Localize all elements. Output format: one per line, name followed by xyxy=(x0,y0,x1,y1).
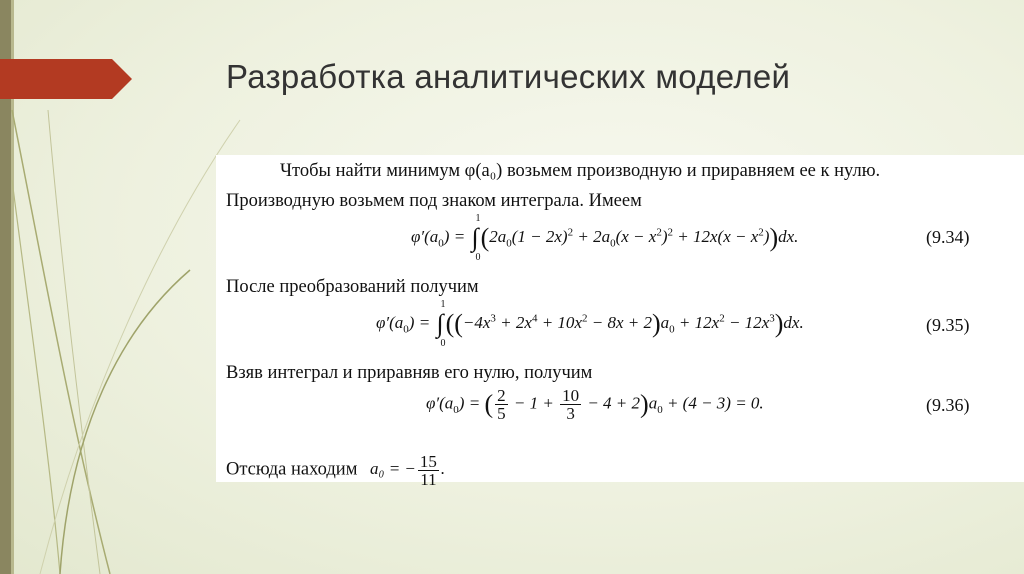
result-numerator: 15 xyxy=(419,452,437,471)
equation-number-9-35: (9.35) xyxy=(926,315,970,335)
result-denominator: 11 xyxy=(420,470,437,489)
equation-9-35: $\varphi'(a_0)$ = ∫ 1 0 $((-4x^3 + 2x^4 + 10x^2 - 8x + 2)a_0 + 12x^2 - 12x^3)dx$. xyxy=(376,299,804,349)
equation-9-34: $\varphi'(a_0)$ = ∫ 1 0 $(2a_0(1 - 2x)^2 + 2a_0(x - x^2)^2 + 12x(x - x^2))dx$. xyxy=(411,213,799,263)
result-label: Отсюда находим xyxy=(226,459,358,480)
equation-9-36: $\varphi'(a_0)$ = ( $\frac{2}{5}$ − 1 + $\frac{10}{3}$ − $4 + 2)a_0 + (4 - 3) = 0$. xyxy=(426,386,764,423)
result-formula: a₀ = − $\frac{15}{11}$ . xyxy=(370,452,446,489)
text-line-2: Производную возьмем под знаком интеграла. Имеем xyxy=(226,191,642,211)
text-line-5 xyxy=(226,453,445,488)
equation-number-9-36: (9.36) xyxy=(926,395,970,415)
title-arrow-marker xyxy=(0,59,132,99)
result-lhs: a₀ = − xyxy=(370,459,416,479)
slide-title: Разработка аналитических моделей xyxy=(226,58,791,95)
formula-document-image xyxy=(216,155,1024,489)
text-line-3: После преобразований получим xyxy=(226,277,479,297)
text-line-4: Взяв интеграл и приравняв его нулю, получим xyxy=(226,363,593,383)
text-line-1: Чтобы найти минимум φ(a₀) возьмем производную и приравняем ее к нулю. xyxy=(280,161,881,181)
equation-number-9-34: (9.34) xyxy=(926,227,970,247)
